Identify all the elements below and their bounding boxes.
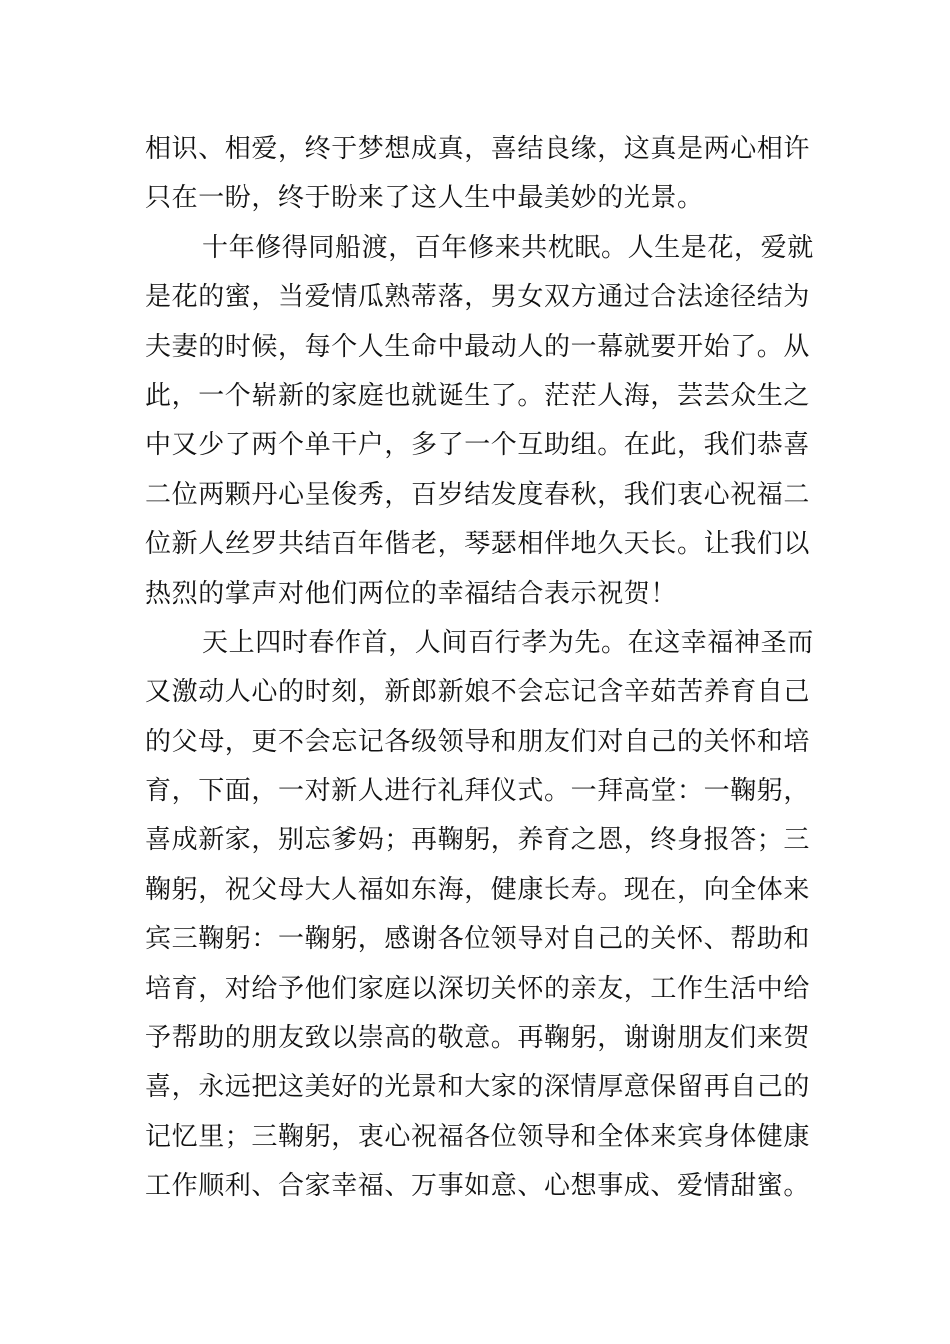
text-line: 此，一个崭新的家庭也就诞生了。茫茫人海，芸芸众生之 xyxy=(145,380,811,411)
text-line: 二位两颗丹心呈俊秀，百岁结发度春秋，我们衷心祝福二 xyxy=(145,479,811,510)
text-line: 予帮助的朋友致以崇高的敬意。再鞠躬，谢谢朋友们来贺 xyxy=(145,1023,811,1054)
text-line: 是花的蜜，当爱情瓜熟蒂落，男女双方通过合法途径结为 xyxy=(145,282,811,313)
text-line: 培育，对给予他们家庭以深切关怀的亲友，工作生活中给 xyxy=(145,973,811,1004)
text-line: 位新人丝罗共结百年偕老，琴瑟相伴地久天长。让我们以 xyxy=(145,529,811,560)
paragraph-start-line: 十年修得同船渡，百年修来共枕眠。人生是花，爱就 xyxy=(202,232,814,263)
document-body xyxy=(145,125,814,1212)
text-line: 热烈的掌声对他们两位的幸福结合表示祝贺！ xyxy=(145,578,678,609)
text-line: 喜成新家，别忘爹妈；再鞠躬，养育之恩，终身报答；三 xyxy=(145,825,811,856)
paragraph-start-line: 天上四时春作首，人间百行孝为先。在这幸福神圣而 xyxy=(202,627,814,658)
text-line: 中又少了两个单干户，多了一个互助组。在此，我们恭喜 xyxy=(145,430,811,461)
text-line: 只在一盼，终于盼来了这人生中最美妙的光景。 xyxy=(145,183,704,214)
text-line: 工作顺利、合家幸福、万事如意、心想事成、爱情甜蜜。 xyxy=(145,1171,811,1202)
text-line: 又激动人心的时刻，新郎新娘不会忘记含辛茹苦养育自己 xyxy=(145,677,811,708)
text-line: 的父母，更不会忘记各级领导和朋友们对自己的关怀和培 xyxy=(145,726,811,757)
text-line: 鞠躬，祝父母大人福如东海，健康长寿。现在，向全体来 xyxy=(145,874,811,905)
text-line: 宾三鞠躬：一鞠躬，感谢各位领导对自己的关怀、帮助和 xyxy=(145,924,811,955)
text-line: 记忆里；三鞠躬，衷心祝福各位领导和全体来宾身体健康 xyxy=(145,1121,811,1152)
text-line: 喜，永远把这美好的光景和大家的深情厚意保留再自己的 xyxy=(145,1072,811,1103)
text-line: 育，下面，一对新人进行礼拜仪式。一拜高堂：一鞠躬， xyxy=(145,776,811,807)
text-line: 相识、相爱，终于梦想成真，喜结良缘，这真是两心相许 xyxy=(145,134,811,164)
text-line: 夫妻的时候，每个人生命中最动人的一幕就要开始了。从 xyxy=(145,331,811,362)
